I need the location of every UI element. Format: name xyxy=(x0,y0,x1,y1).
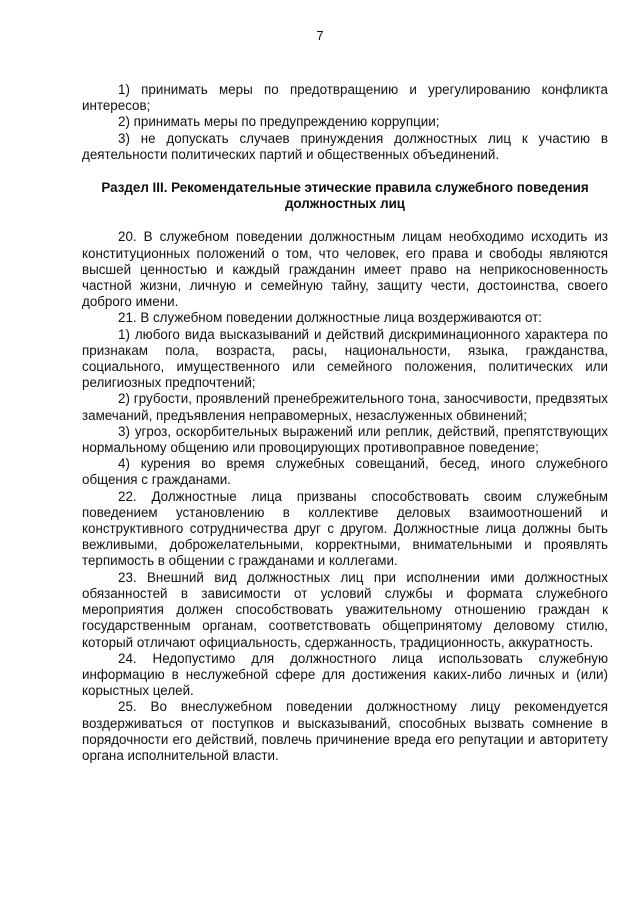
paragraph-23: 23. Внешний вид должностных лиц при исполнении ими должностных обязанностей в зависимости от условий службы и формата служебного мероприятия должен способствовать уважительному отношению граждан к государственным органам, соответствовать общепринятому деловому стилю, который отличают официальность, сдержанность, традиционность, аккуратность. xyxy=(82,569,608,650)
paragraph-21-item-1: 1) любого вида высказываний и действий дискриминационного характера по признакам пола, возраста, расы, национальности, языка, гражданства, социального, имущественного или семейного положения, политических или религиозных предпочтений; xyxy=(82,326,608,391)
paragraph-22: 22. Должностные лица призваны способствовать своим служебным поведением установлению в коллективе деловых взаимоотношений и конструктивного сотрудничества друг с другом. Должностные лица должны быть вежливыми, доброжелательными, корректными, внимательными и проявлять терпимость в общении с гражданами и коллегами. xyxy=(82,488,608,569)
paragraph-20: 20. В служебном поведении должностным лицам необходимо исходить из конституционных положений о том, что человек, его права и свободы являются высшей ценностью и каждый гражданин имеет право на неприкосновенность частной жизни, личную и семейную тайну, защиту чести, достоинства, своего доброго имени. xyxy=(82,229,608,310)
paragraph-25: 25. Во внеслужебном поведении должностному лицу рекомендуется воздерживаться от поступков и высказываний, способных вызвать сомнение в порядочности его действий, повлечь причинение вреда его репутации и авторитету органа исполнительной власти. xyxy=(82,699,608,763)
page-content xyxy=(82,82,608,764)
paragraph-21-item-3: 3) угроз, оскорбительных выражений или реплик, действий, препятствующих нормальному общению или провоцирующих противоправное поведение; xyxy=(82,423,608,456)
list-item-prevent-conflict: 1) принимать меры по предотвращению и урегулированию конфликта интересов; xyxy=(82,82,608,114)
paragraph-21: 21. В служебном поведении должностные лица воздерживаются от: xyxy=(118,310,542,326)
paragraph-21-item-2: 2) грубости, проявлений пренебрежительного тона, заносчивости, предвзятых замечаний, предъявления неправомерных, незаслуженных обвинений; xyxy=(82,391,608,423)
paragraph-21-item-4: 4) курения во время служебных совещаний, бесед, иного служебного общения с гражданами. xyxy=(82,456,608,488)
paragraph-24: 24. Недопустимо для должностного лица использовать служебную информацию в неслужебной сфере для достижения каких-либо личных и (или) корыстных целей. xyxy=(82,650,608,699)
list-item-no-coercion: 3) не допускать случаев принуждения должностных лиц к участию в деятельности политических партий и общественных объединений. xyxy=(82,130,608,162)
list-item-prevent-corruption: 2) принимать меры по предупреждению коррупции; xyxy=(118,114,440,130)
section-title: Раздел III. Рекомендательные этические правила служебного поведения должностных лиц xyxy=(101,180,589,212)
page-number: 7 xyxy=(316,28,324,43)
